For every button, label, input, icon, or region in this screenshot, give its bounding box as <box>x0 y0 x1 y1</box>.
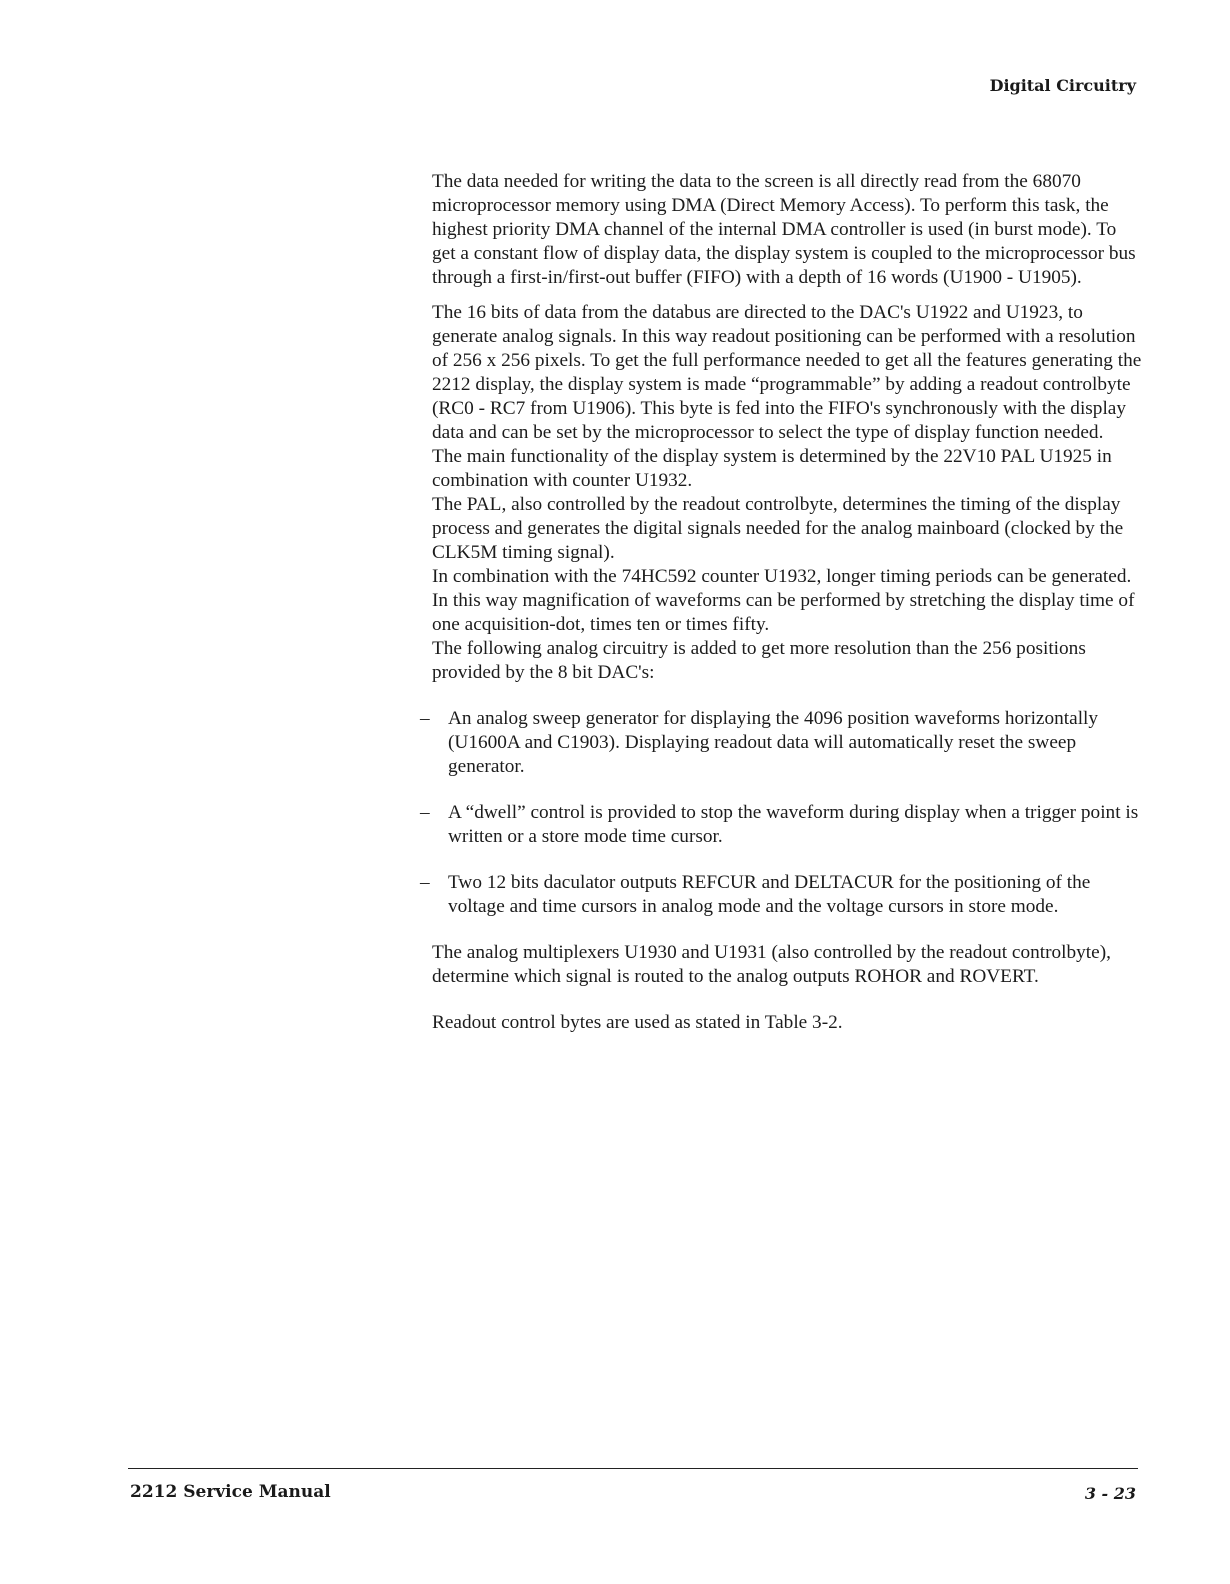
paragraph-multiplexers: The analog multiplexers U1930 and U1931 (also controlled by the readout controlbyte), determine which signal is routed to the analog outputs ROHOR and ROVERT. <box>432 942 1111 987</box>
list-item-text: A “dwell” control is provided to stop the waveform during display when a trigger point is written or a store mode time cursor. <box>448 802 1139 847</box>
list-item <box>420 707 1144 779</box>
list-item-text: An analog sweep generator for displaying the 4096 position waveforms horizontally (U1600A and C1903). Displaying readout data will automatically reset the sweep generator. <box>448 708 1099 777</box>
list-item <box>420 801 1144 849</box>
section-title: Digital Circuitry <box>989 76 1136 95</box>
dash-marker: – <box>420 708 430 729</box>
paragraph-dac: The 16 bits of data from the databus are directed to the DAC's U1922 and U1923, to generate analog signals. In this way readout positioning can be performed with a resolution of 256 x 256 pixels. To get the full performance needed to get all the features generating the 2212 display, the display system is made “programmable” by adding a readout controlbyte (RC0 - RC7 from U1906). This byte is fed into the FIFO's synchronously with the display data and can be set by the microprocessor to select the type of display function needed. <box>432 302 1142 443</box>
paragraph-dma: The data needed for writing the data to the screen is all directly read from the 68070 microprocessor memory using DMA (Direct Memory Access). To perform this task, the highest priority DMA channel of the internal DMA controller is used (in burst mode). To get a constant flow of display data, the display system is coupled to the microprocessor bus through a first-in/first-out buffer (FIFO) with a depth of 16 words (U1900 - U1905). <box>432 171 1136 288</box>
dash-marker: – <box>420 872 430 893</box>
paragraph-pal-timing: The PAL, also controlled by the readout controlbyte, determines the timing of the display process and generates the digital signals needed for the analog mainboard (clocked by the CLK5M timing signal). <box>432 494 1124 563</box>
paragraph-table-reference: Readout control bytes are used as stated in Table 3-2. <box>432 1012 843 1033</box>
body-text <box>420 170 1144 1046</box>
list-item <box>420 871 1144 919</box>
paragraph-pal-functionality: The main functionality of the display system is determined by the 22V10 PAL U1925 in combination with counter U1932. <box>432 446 1112 491</box>
manual-title: 2212 Service Manual <box>130 1482 331 1502</box>
dash-marker: – <box>420 802 430 823</box>
analog-circuitry-list <box>420 707 1144 919</box>
paragraph-analog-intro: The following analog circuitry is added to get more resolution than the 256 positions provided by the 8 bit DAC's: <box>432 638 1086 683</box>
footer-divider <box>128 1468 1138 1469</box>
page-number: 3 - 23 <box>1084 1484 1136 1503</box>
paragraph-counter: In combination with the 74HC592 counter U1932, longer timing periods can be generated. In this way magnification of waveforms can be performed by stretching the display time of one acquisition-dot, times ten or times fifty. <box>432 566 1135 635</box>
list-item-text: Two 12 bits daculator outputs REFCUR and DELTACUR for the positioning of the voltage and time cursors in analog mode and the voltage cursors in store mode. <box>448 872 1091 917</box>
